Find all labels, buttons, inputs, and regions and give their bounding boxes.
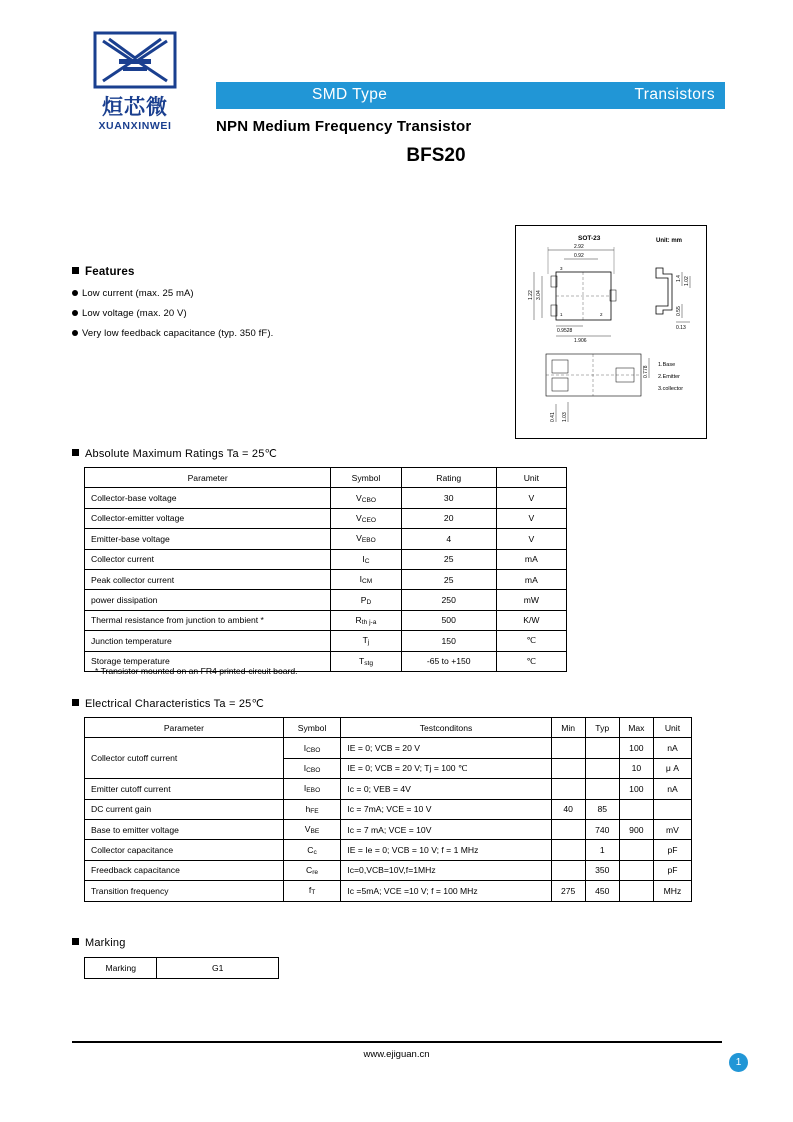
table-header-row (85, 468, 567, 488)
svg-text:1.22: 1.22 (528, 290, 534, 300)
electrical-heading-label: Electrical Characteristics Ta = 25℃ (85, 698, 265, 710)
col-symbol: Symbol (283, 718, 341, 738)
abs-max-heading (72, 447, 277, 460)
table-header-row (85, 718, 692, 738)
svg-text:0.41: 0.41 (550, 412, 556, 422)
symbol-sub: EBO (361, 537, 376, 545)
cell-conditions: IE = Ie = 0; VCB = 10 V; f = 1 MHz (341, 840, 551, 860)
cell-unit: V (496, 508, 566, 528)
symbol-sub: stg (364, 659, 374, 667)
svg-text:1.906: 1.906 (574, 338, 587, 344)
symbol-main: f (308, 885, 312, 896)
cell-max (619, 881, 653, 901)
cell-rating: -65 to +150 (401, 651, 496, 671)
cell-parameter: Collector current (85, 549, 331, 569)
cell-min (551, 860, 585, 880)
svg-text:0.92: 0.92 (574, 253, 584, 259)
cell-symbol (283, 799, 341, 819)
symbol-main: V (355, 492, 362, 503)
svg-text:1.03: 1.03 (562, 412, 568, 422)
cell-unit: μ A (653, 758, 691, 778)
bullet-dot-icon (72, 310, 78, 316)
electrical-characteristics-table (84, 717, 692, 902)
table-row (85, 881, 692, 901)
cell-unit: mW (496, 590, 566, 610)
table-row (85, 860, 692, 880)
cell-unit: nA (653, 779, 691, 799)
cell-max: 900 (619, 819, 653, 839)
table-row (85, 819, 692, 839)
cell-rating: 20 (401, 508, 496, 528)
features-heading-label: Features (85, 266, 135, 278)
cell-rating: 500 (401, 610, 496, 630)
bullet-square-icon (72, 267, 79, 274)
cell-parameter: Thermal resistance from junction to ambient * (85, 610, 331, 630)
cell-marking-value: G1 (157, 958, 279, 979)
bullet-dot-icon (72, 330, 78, 336)
cell-parameter: DC current gain (85, 799, 284, 819)
cell-typ: 1 (585, 840, 619, 860)
cell-unit: pF (653, 860, 691, 880)
svg-text:2: 2 (600, 312, 603, 317)
svg-text:3.04: 3.04 (536, 290, 542, 300)
cell-max (619, 860, 653, 880)
cell-max: 100 (619, 738, 653, 758)
svg-text:1: 1 (560, 312, 563, 317)
symbol-main: I (362, 553, 365, 564)
absolute-maximum-ratings-table (84, 467, 567, 672)
col-max: Max (619, 718, 653, 738)
electrical-heading (72, 697, 264, 710)
symbol-sub: re (312, 868, 319, 876)
symbol-main: I (359, 574, 363, 585)
cell-unit: mV (653, 819, 691, 839)
cell-parameter: Peak collector current (85, 569, 331, 589)
title-bar (216, 82, 725, 109)
cell-symbol (331, 590, 401, 610)
table-row (85, 631, 567, 651)
cell-symbol (331, 631, 401, 651)
table-row (85, 779, 692, 799)
feature-item-label: Low current (max. 25 mA) (82, 288, 194, 299)
cell-max: 100 (619, 779, 653, 799)
svg-text:1.02: 1.02 (684, 276, 690, 286)
col-symbol: Symbol (331, 468, 401, 488)
cell-symbol (331, 651, 401, 671)
cell-min: 275 (551, 881, 585, 901)
cell-parameter: Emitter cutoff current (85, 779, 284, 799)
table-row (85, 529, 567, 549)
symbol-sub: CBO (361, 496, 376, 504)
abs-max-footnote: * Transistor mounted on an FR4 printed-circuit board. (95, 666, 298, 676)
symbol-sub: CM (362, 578, 373, 586)
feature-item (72, 288, 472, 299)
cell-min: 40 (551, 799, 585, 819)
cell-symbol (331, 610, 401, 630)
feature-item (72, 328, 472, 339)
cell-unit: V (496, 529, 566, 549)
cell-parameter: Storage temperature (85, 651, 331, 671)
package-unit-label: Unit: mm (656, 238, 682, 244)
svg-text:0.9528: 0.9528 (557, 328, 573, 334)
col-typ: Typ (585, 718, 619, 738)
cell-symbol (283, 881, 341, 901)
cell-parameter: Transition frequency (85, 881, 284, 901)
table-row (85, 549, 567, 569)
logo-mark-icon (89, 30, 181, 92)
table-row (85, 488, 567, 508)
cell-typ: 450 (585, 881, 619, 901)
cell-parameter: Collector capacitance (85, 840, 284, 860)
cell-symbol (283, 758, 341, 778)
cell-max (619, 799, 653, 819)
symbol-sub: CBO (306, 746, 321, 754)
cell-unit: ℃ (496, 631, 566, 651)
table-row (85, 569, 567, 589)
bullet-square-icon (72, 699, 79, 706)
table-row (85, 958, 279, 979)
cell-rating: 150 (401, 631, 496, 651)
cell-unit: ℃ (496, 651, 566, 671)
cell-max: 10 (619, 758, 653, 778)
feature-item-label: Low voltage (max. 20 V) (82, 308, 187, 319)
cell-unit: nA (653, 738, 691, 758)
pin-legend-2: 2.Emitter (658, 374, 681, 380)
cell-symbol (331, 549, 401, 569)
package-drawing (515, 225, 707, 439)
svg-text:0.13: 0.13 (676, 325, 686, 331)
abs-max-heading-label: Absolute Maximum Ratings Ta = 25℃ (85, 448, 278, 460)
col-unit: Unit (496, 468, 566, 488)
company-name-cn: 烜芯微 (102, 95, 168, 119)
symbol-main: V (356, 533, 362, 544)
col-unit: Unit (653, 718, 691, 738)
cell-conditions: Ic = 0; VEB = 4V (341, 779, 551, 799)
symbol-sub: CEO (361, 516, 376, 524)
symbol-main: P (360, 594, 367, 605)
cell-typ (585, 779, 619, 799)
cell-typ: 740 (585, 819, 619, 839)
marking-heading (72, 937, 126, 949)
cell-parameter: Collector cutoff current (85, 738, 284, 779)
cell-conditions: Ic =5mA; VCE =10 V; f = 100 MHz (341, 881, 551, 901)
part-number: BFS20 (406, 145, 466, 166)
cell-min (551, 738, 585, 758)
symbol-sub: D (366, 598, 372, 606)
cell-conditions: IE = 0; VCB = 20 V (341, 738, 551, 758)
cell-typ: 85 (585, 799, 619, 819)
cell-parameter: Freedback capacitance (85, 860, 284, 880)
symbol-sub: CBO (306, 766, 321, 774)
marking-table (84, 957, 279, 979)
cell-symbol (331, 508, 401, 528)
symbol-main: I (303, 762, 307, 773)
page-number-badge: 1 (729, 1053, 748, 1072)
company-logo (70, 30, 200, 132)
symbol-main: V (304, 824, 311, 835)
cell-symbol (331, 529, 401, 549)
cell-parameter: Emitter-base voltage (85, 529, 331, 549)
cell-symbol (331, 488, 401, 508)
cell-symbol (283, 738, 341, 758)
cell-min (551, 819, 585, 839)
pin-legend-1: 1.Base (658, 362, 676, 368)
cell-conditions: Ic = 7mA; VCE = 10 V (341, 799, 551, 819)
symbol-sub: BE (310, 828, 320, 836)
cell-parameter: power dissipation (85, 590, 331, 610)
symbol-sub: C (364, 557, 370, 565)
title-bar-type: SMD Type (312, 86, 388, 103)
col-parameter: Parameter (85, 718, 284, 738)
symbol-main: R (355, 614, 362, 625)
bullet-dot-icon (72, 290, 78, 296)
svg-text:3: 3 (560, 266, 563, 271)
features-heading (72, 266, 472, 278)
table-row (85, 590, 567, 610)
symbol-main: I (303, 783, 307, 794)
bullet-square-icon (72, 449, 79, 456)
cell-unit: K/W (496, 610, 566, 630)
cell-symbol (283, 840, 341, 860)
symbol-sub: j (367, 639, 370, 647)
table-row (85, 738, 692, 758)
cell-rating: 250 (401, 590, 496, 610)
cell-symbol (283, 860, 341, 880)
footer-website: www.ejiguan.cn (363, 1049, 430, 1060)
cell-unit: V (496, 488, 566, 508)
symbol-sub: T (311, 889, 316, 897)
cell-min (551, 779, 585, 799)
cell-conditions: Ic=0,VCB=10V,f=1MHz (341, 860, 551, 880)
symbol-sub: FE (310, 807, 319, 815)
symbol-main: C (306, 864, 313, 875)
page-header (70, 30, 725, 170)
symbol-main: I (303, 742, 307, 753)
cell-parameter: Junction temperature (85, 631, 331, 651)
symbol-main: T (358, 655, 365, 666)
table-row (85, 799, 692, 819)
cell-parameter: Collector-base voltage (85, 488, 331, 508)
cell-typ (585, 738, 619, 758)
cell-unit: pF (653, 840, 691, 860)
cell-rating: 25 (401, 569, 496, 589)
feature-item-label: Very low feedback capacitance (typ. 350 fF). (82, 328, 274, 339)
col-parameter: Parameter (85, 468, 331, 488)
title-bar-category: Transistors (634, 86, 715, 103)
col-min: Min (551, 718, 585, 738)
cell-min (551, 758, 585, 778)
cell-min (551, 840, 585, 860)
cell-rating: 25 (401, 549, 496, 569)
symbol-main: T (362, 635, 368, 646)
cell-unit: MHz (653, 881, 691, 901)
cell-symbol (331, 569, 401, 589)
svg-text:1.4: 1.4 (676, 275, 682, 282)
cell-symbol (283, 779, 341, 799)
table-row (85, 840, 692, 860)
cell-symbol (283, 819, 341, 839)
cell-max (619, 840, 653, 860)
cell-conditions: IE = 0; VCB = 20 V; Tj = 100 ℃ (341, 758, 551, 778)
table-row (85, 610, 567, 630)
symbol-sub: EBO (306, 787, 321, 795)
cell-marking-label: Marking (85, 958, 157, 979)
company-name-en: XUANXINWEI (98, 120, 172, 133)
cell-unit (653, 799, 691, 819)
pin-legend-3: 3.collector (658, 386, 684, 392)
marking-heading-label: Marking (85, 937, 126, 949)
symbol-main: h (305, 803, 311, 814)
cell-rating: 30 (401, 488, 496, 508)
symbol-main: V (355, 512, 362, 523)
cell-typ (585, 758, 619, 778)
cell-rating: 4 (401, 529, 496, 549)
product-description: NPN Medium Frequency Transistor (216, 118, 472, 135)
col-rating: Rating (401, 468, 496, 488)
cell-parameter: Collector-emitter voltage (85, 508, 331, 528)
symbol-sub: c (313, 848, 317, 856)
feature-item (72, 308, 472, 319)
bullet-square-icon (72, 938, 79, 945)
svg-text:0.778: 0.778 (643, 365, 649, 378)
svg-text:2.92: 2.92 (574, 244, 584, 250)
cell-parameter: Base to emitter voltage (85, 819, 284, 839)
package-name-label: SOT-23 (578, 235, 601, 242)
features-section (72, 266, 472, 348)
cell-unit: mA (496, 549, 566, 569)
footer-divider (72, 1041, 722, 1043)
symbol-sub: th j-a (361, 618, 377, 626)
cell-conditions: Ic = 7 mA; VCE = 10V (341, 819, 551, 839)
cell-unit: mA (496, 569, 566, 589)
symbol-main: C (307, 844, 314, 855)
cell-typ: 350 (585, 860, 619, 880)
table-row (85, 508, 567, 528)
col-testconditions: Testconditons (341, 718, 551, 738)
svg-text:0.55: 0.55 (676, 306, 682, 316)
